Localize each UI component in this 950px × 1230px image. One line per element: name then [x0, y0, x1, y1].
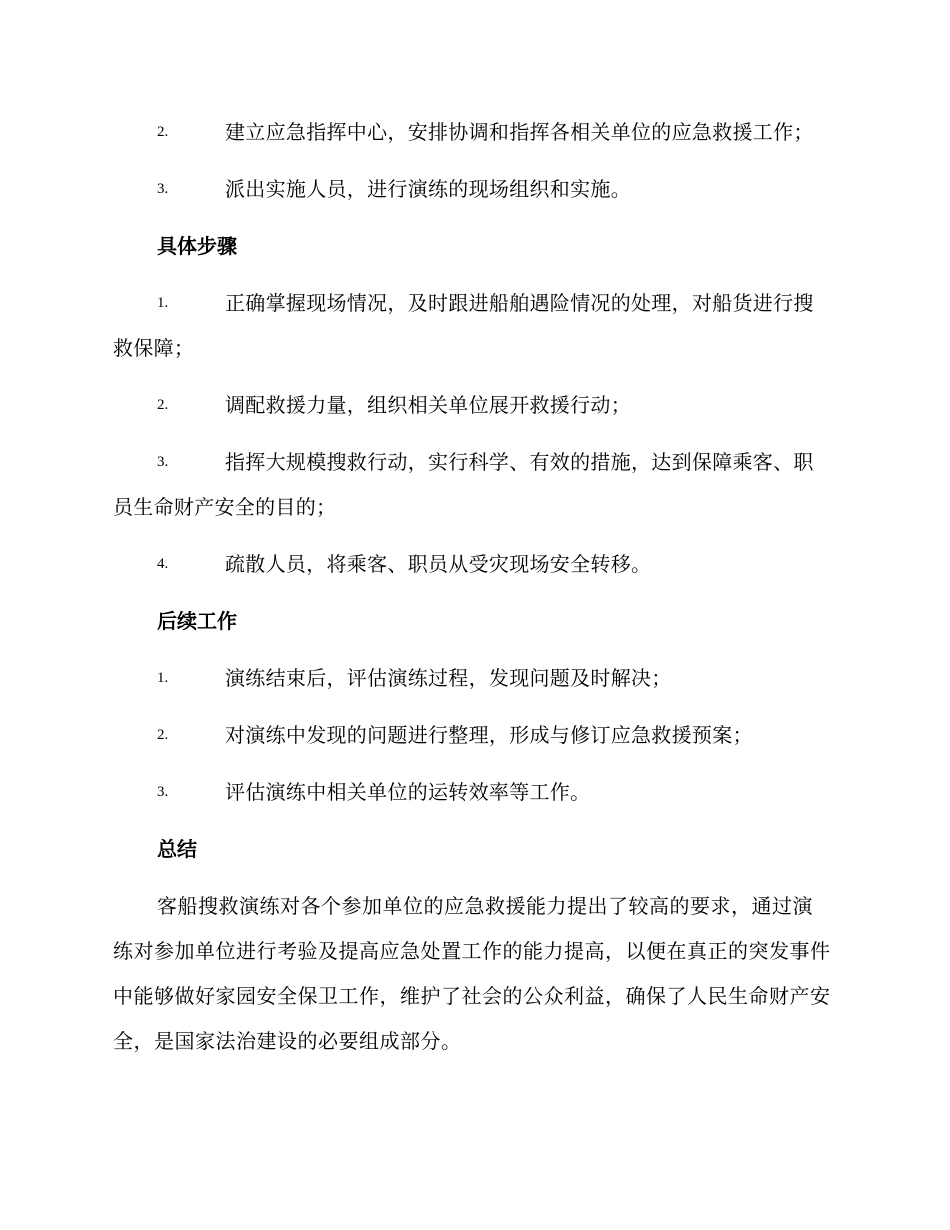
list-item-number: 3.	[157, 784, 169, 800]
list-item-number: 1.	[157, 295, 169, 311]
list-item-number: 2.	[157, 124, 169, 140]
list-item	[113, 542, 833, 587]
summary-paragraph: 客船搜救演练对各个参加单位的应急救援能力提出了较高的要求，通过演练对参加单位进行考验及提高应急处置工作的能力提高，以便在真正的突发事件中能够做好家园安全保卫工作，维护了社会的公众利益，确保了人民生命财产安全，是国家法治建设的必要组成部分。	[113, 894, 831, 1053]
list-item	[113, 440, 833, 530]
list-item	[113, 281, 833, 371]
list-item-text: 疏散人员，将乘客、职员从受灾现场安全转移。	[225, 552, 652, 576]
list-item	[113, 770, 833, 815]
list-item-text: 调配救援力量，组织相关单位展开救援行动；	[225, 393, 631, 417]
section-heading-followup: 后续工作	[157, 609, 237, 633]
section-heading-summary: 总结	[157, 837, 197, 861]
list-item	[113, 383, 833, 428]
document-page	[113, 110, 833, 1064]
list-item-text: 评估演练中相关单位的运转效率等工作。	[225, 780, 591, 804]
list-item	[113, 656, 833, 701]
list-item-number: 1.	[157, 670, 169, 686]
list-item-number: 2.	[157, 397, 169, 413]
list-item-text: 建立应急指挥中心，安排协调和指挥各相关单位的应急救援工作；	[225, 120, 814, 144]
list-item-text: 演练结束后，评估演练过程，发现问题及时解决；	[225, 666, 672, 690]
list-item	[113, 167, 833, 212]
list-item-number: 2.	[157, 727, 169, 743]
list-item-number: 3.	[157, 454, 169, 470]
list-item-text: 对演练中发现的问题进行整理，形成与修订应急救援预案；	[225, 723, 753, 747]
section-heading-steps: 具体步骤	[157, 234, 237, 258]
list-item-text: 指挥大规模搜救行动，实行科学、有效的措施，达到保障乘客、职员生命财产安全的目的；	[113, 450, 814, 519]
list-item-number: 3.	[157, 181, 169, 197]
list-item	[113, 713, 833, 758]
list-item-number: 4.	[157, 556, 169, 572]
list-item-text: 派出实施人员，进行演练的现场组织和实施。	[225, 177, 631, 201]
list-item-text: 正确掌握现场情况，及时跟进船舶遇险情况的处理，对船货进行搜救保障；	[113, 291, 814, 360]
list-item	[113, 110, 833, 155]
